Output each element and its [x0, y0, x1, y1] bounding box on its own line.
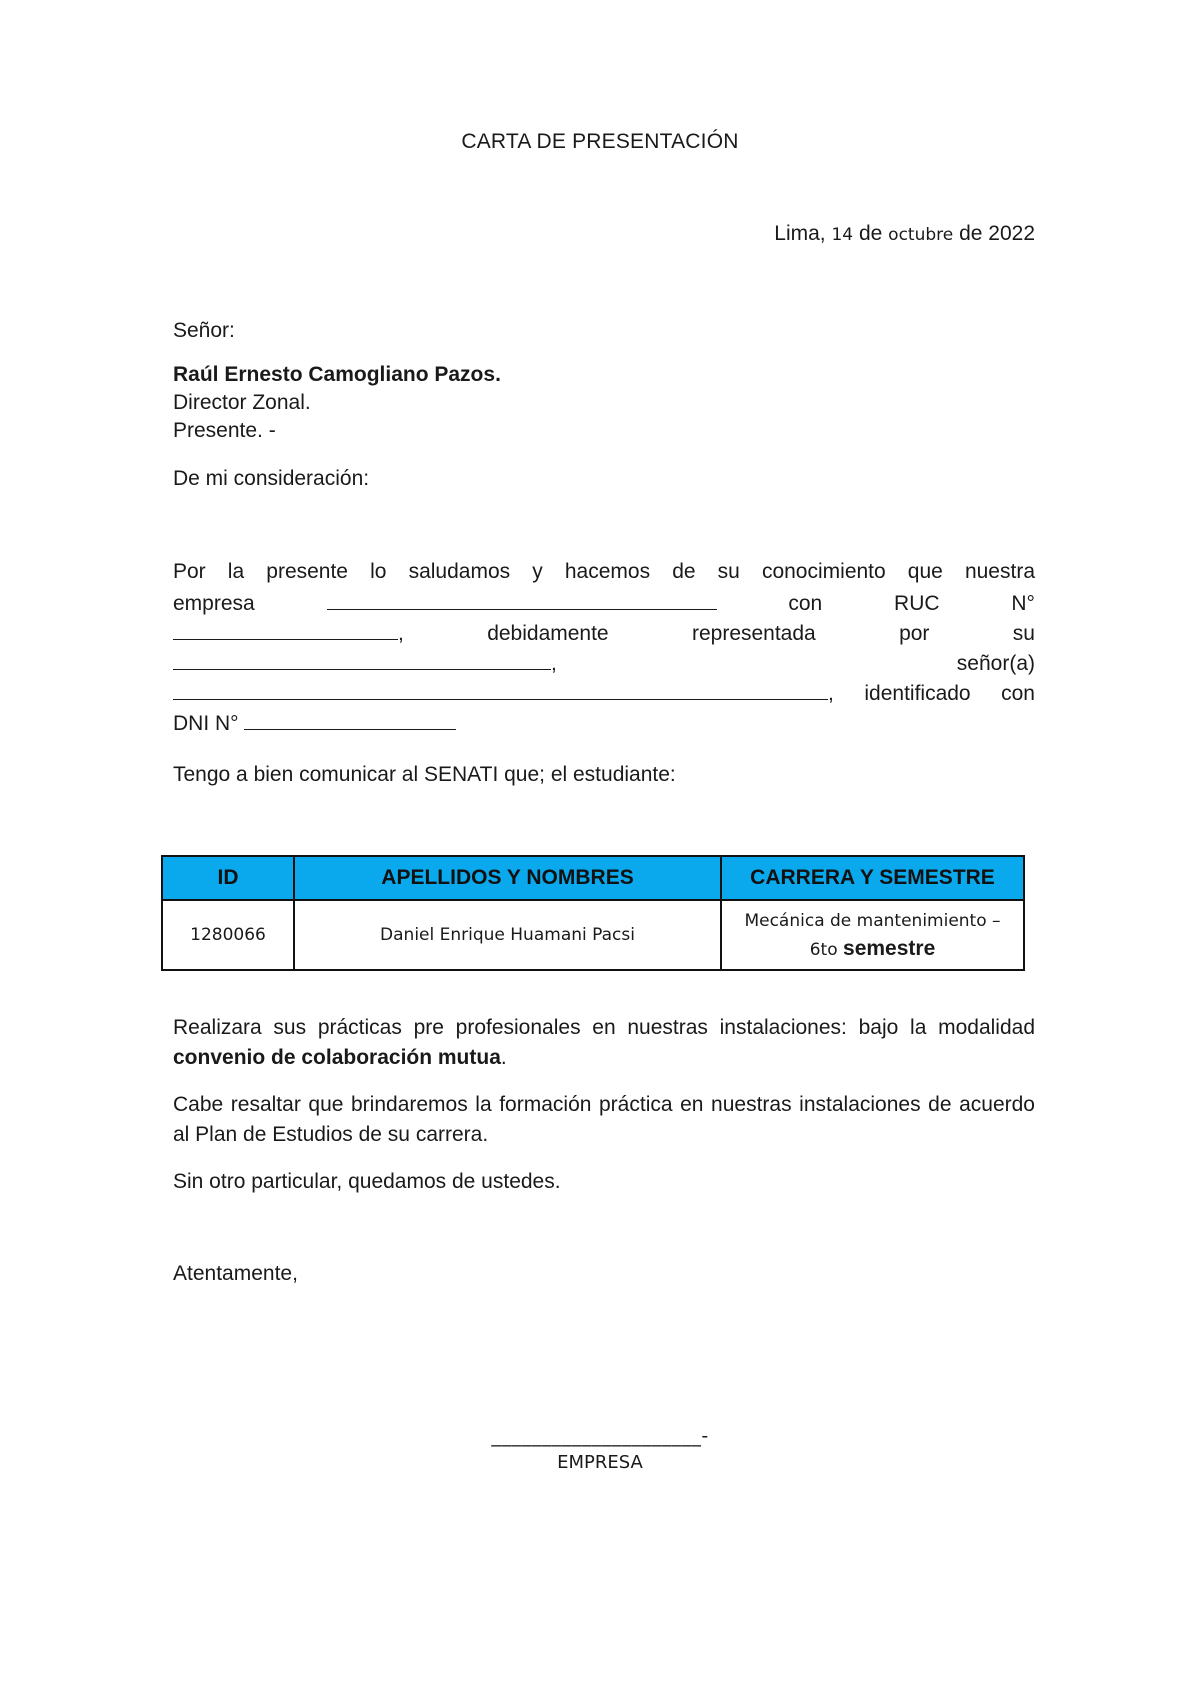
semestre-word: semestre [843, 936, 936, 960]
word: conocimiento [761, 560, 886, 583]
word: su [1012, 622, 1035, 645]
word: por [899, 622, 930, 645]
word: con [1001, 682, 1035, 705]
word: nuestra [964, 560, 1035, 583]
word: presente [266, 560, 348, 583]
student-table [161, 855, 1025, 971]
semestre-line [723, 935, 1022, 964]
empresa-blank[interactable] [327, 587, 717, 610]
paragraph-line [173, 707, 1035, 739]
word: y [532, 560, 543, 583]
cell-carrera [721, 900, 1024, 970]
table-header-row [162, 856, 1024, 900]
addressee-position: Director Zonal. [173, 391, 311, 414]
header-id: ID [162, 856, 294, 900]
addressee-presente: Presente. - [173, 419, 276, 442]
addressee-name: Raúl Ernesto Camogliano Pazos. [173, 363, 501, 386]
modalidad-bold: convenio de colaboración mutua [173, 1046, 501, 1069]
paragraph-line [173, 587, 1035, 617]
paragraph-line [173, 647, 1035, 677]
word: DNI N° [173, 712, 239, 735]
date-de: de [959, 222, 983, 245]
cell-id: 1280066 [162, 900, 294, 970]
cell-name: Daniel Enrique Huamani Pacsi [294, 900, 721, 970]
paragraph-intro [173, 557, 1035, 739]
paragraph-line [173, 677, 1035, 707]
comma: , [551, 652, 557, 675]
paragraph-sin-otro: Sin otro particular, quedamos de ustedes. [173, 1170, 561, 1193]
word: Por [173, 560, 206, 583]
word: RUC [894, 592, 940, 615]
word: con [788, 592, 823, 615]
letter-date [774, 222, 1035, 246]
word: que [907, 560, 943, 583]
date-de: de [858, 222, 883, 245]
date-city: Lima, [774, 222, 826, 245]
dni-blank[interactable] [244, 707, 456, 730]
representante-blank[interactable] [173, 647, 551, 670]
word: señor(a) [956, 652, 1035, 675]
comma: , [828, 682, 834, 705]
word: hacemos [564, 560, 651, 583]
header-carrera: CARRERA Y SEMESTRE [721, 856, 1024, 900]
word: identificado [864, 682, 971, 705]
word: su [717, 560, 740, 583]
period: . [500, 1046, 507, 1069]
realizara-text: Realizara sus prácticas pre profesionales en nuestras instalaciones: bajo la modalidad [173, 1016, 1035, 1039]
carrera-line: Mecánica de mantenimiento – [744, 910, 1001, 931]
tengo-line: Tengo a bien comunicar al SENATI que; el estudiante: [173, 763, 676, 786]
word: representada [691, 622, 816, 645]
signature-line: _____________________- [491, 1425, 709, 1447]
senor-name-blank[interactable] [173, 677, 828, 700]
paragraph-line [173, 557, 1035, 587]
word: N° [1011, 592, 1035, 615]
table-row [162, 900, 1024, 970]
word: de [672, 560, 696, 583]
date-year: 2022 [988, 222, 1035, 245]
word: debidamente [487, 622, 609, 645]
ruc-blank[interactable] [173, 617, 398, 640]
addressee-block [173, 361, 1035, 445]
consideration-line: De mi consideración: [173, 467, 370, 490]
word: empresa [173, 592, 255, 615]
word: la [227, 560, 245, 583]
semestre-prefix: 6to [809, 939, 838, 960]
date-month: octubre [888, 225, 954, 245]
salutation: Señor: [173, 319, 235, 342]
signature-label: EMPRESA [557, 1452, 643, 1473]
paragraph-line [173, 617, 1035, 647]
paragraph-realizara [173, 1013, 1035, 1073]
word: lo [370, 560, 387, 583]
letter-title: CARTA DE PRESENTACIÓN [461, 130, 739, 153]
paragraph-cabe: Cabe resaltar que brindaremos la formación práctica en nuestras instalaciones de acuerdo al Plan de Estudios de su carrera. [173, 1093, 1035, 1146]
date-day: 14 [831, 225, 854, 245]
word: saludamos [408, 560, 511, 583]
comma: , [398, 622, 404, 645]
closing: Atentamente, [173, 1262, 298, 1285]
header-apellidos: APELLIDOS Y NOMBRES [294, 856, 721, 900]
